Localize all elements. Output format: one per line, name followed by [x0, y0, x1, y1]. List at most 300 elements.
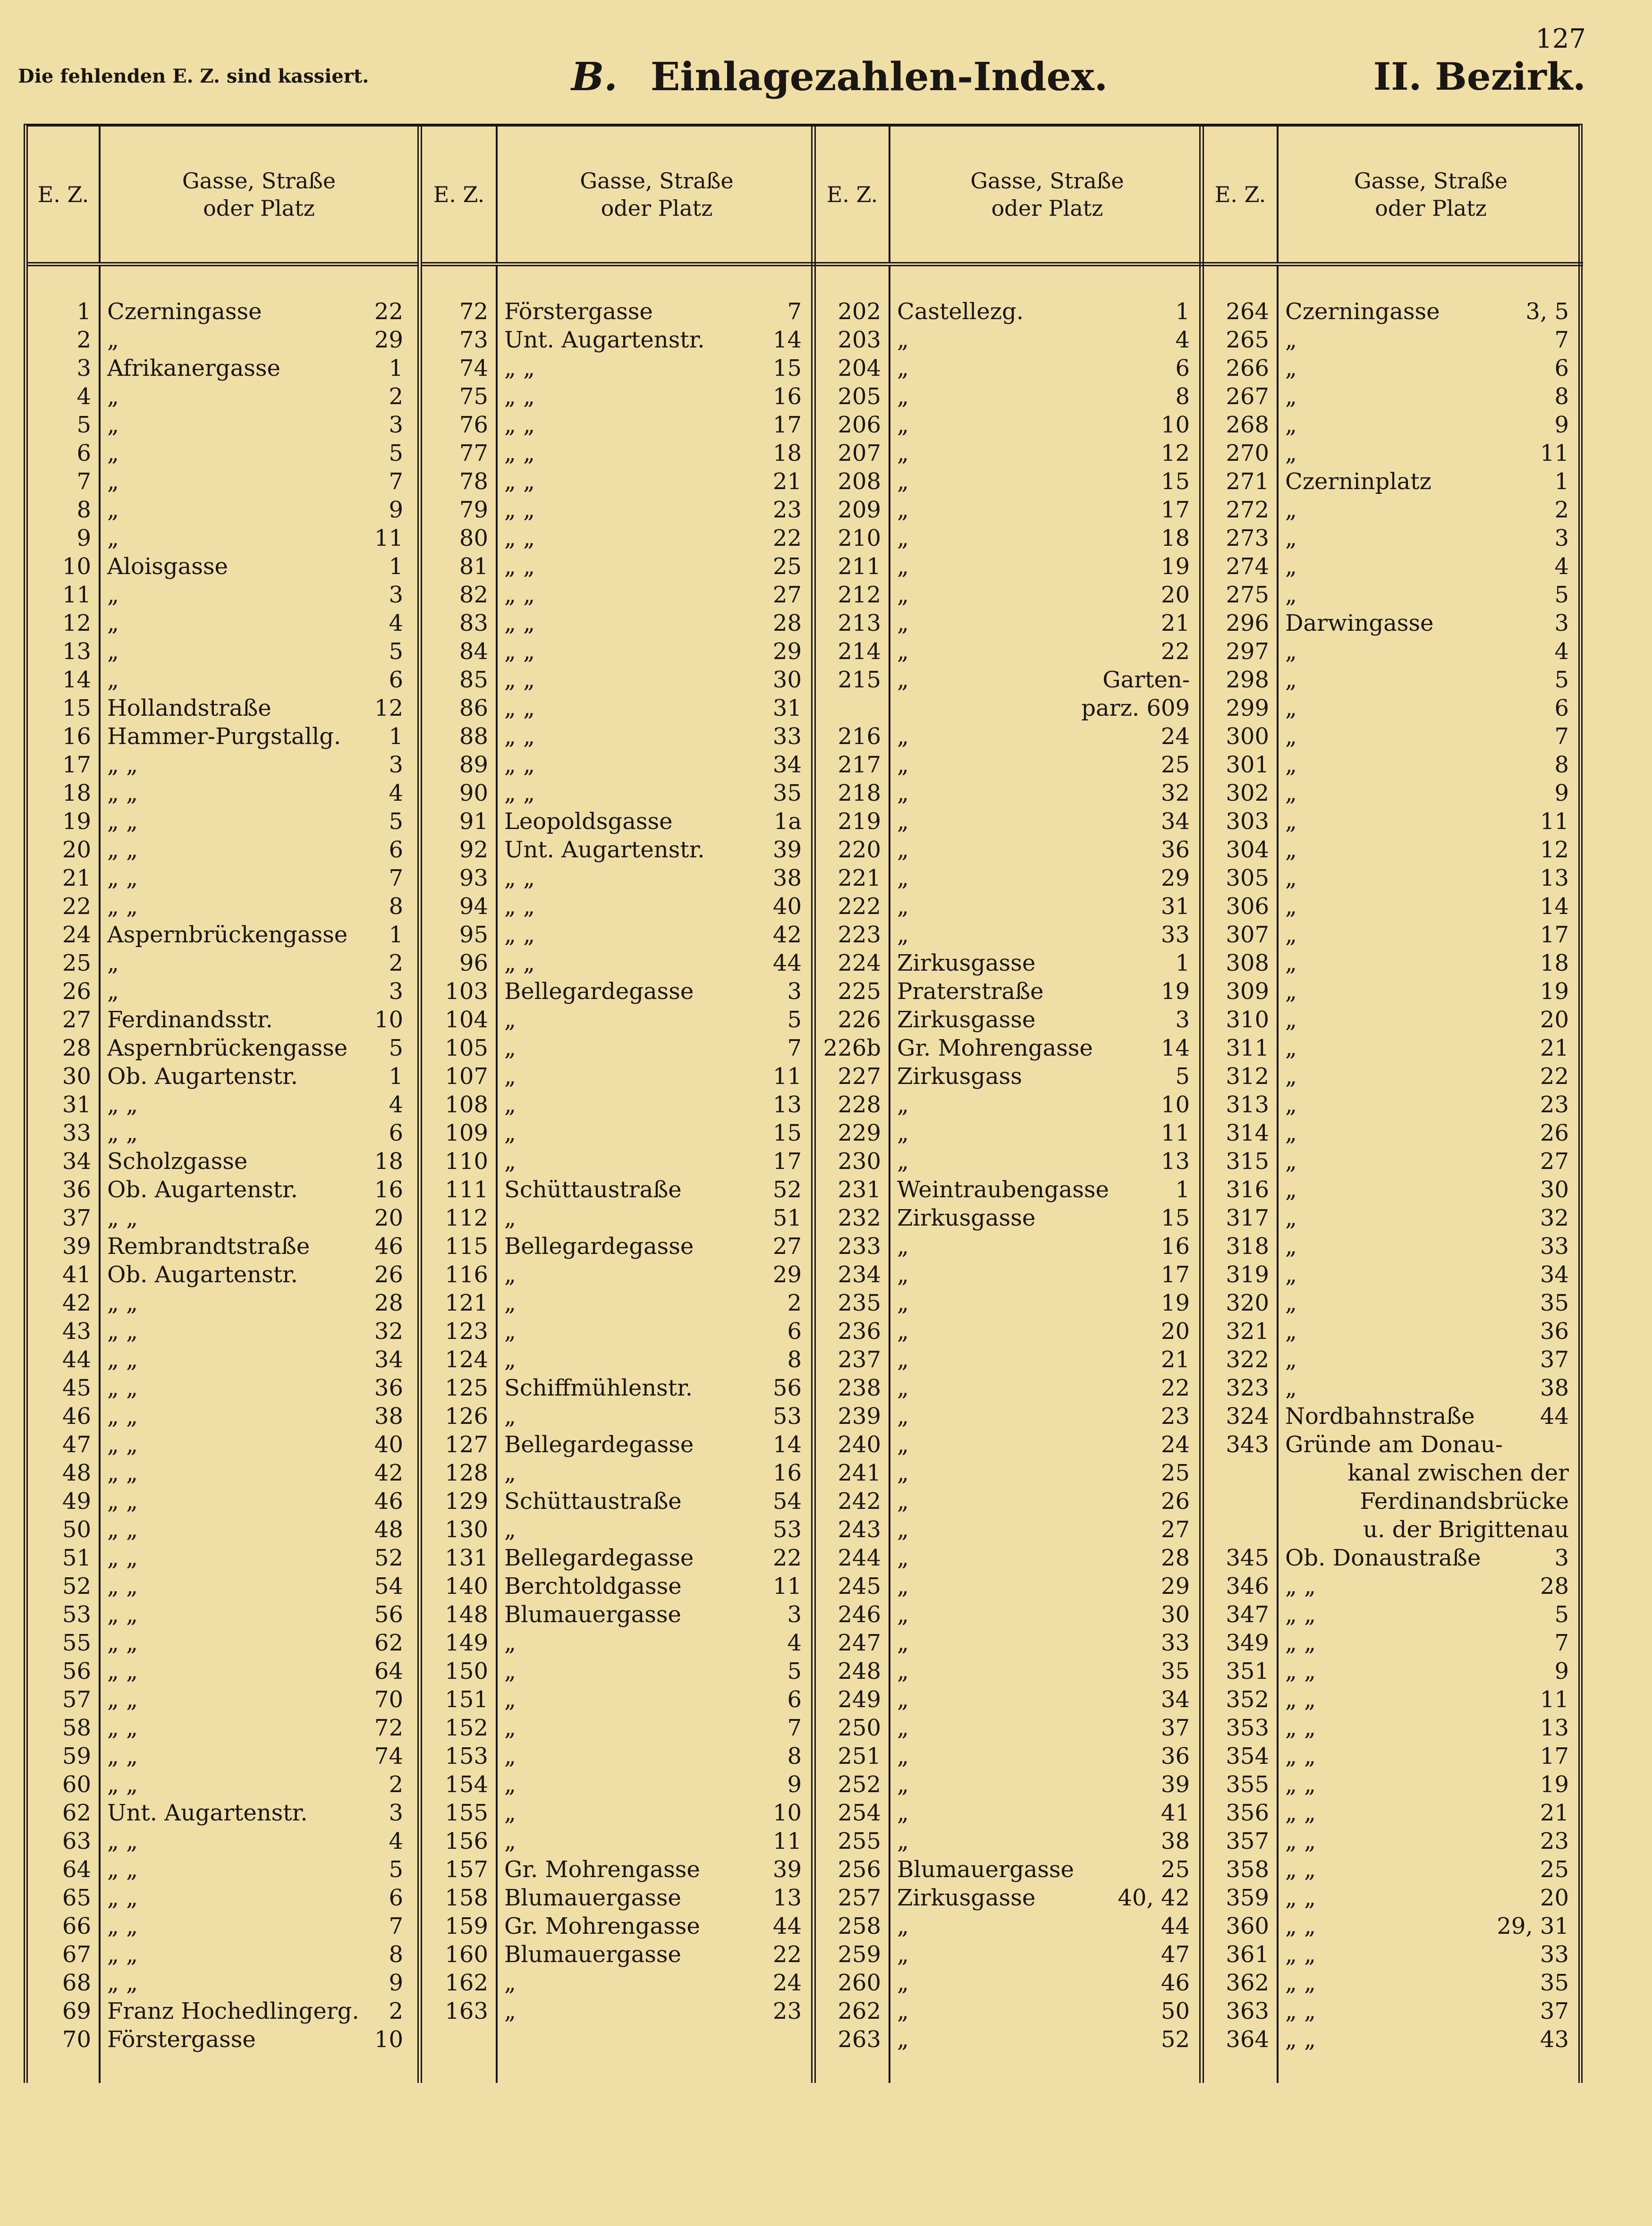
ez-number: 65: [62, 1885, 91, 1911]
street-name: „: [504, 1205, 516, 1231]
table-row: [816, 892, 1204, 921]
table-row: [422, 1232, 816, 1261]
table-row: [28, 1176, 417, 1204]
table-row: [816, 467, 1204, 496]
street-name: „ „: [107, 1743, 138, 1769]
house-number: 6: [389, 837, 403, 863]
house-number: 27: [1540, 1148, 1569, 1175]
table-row: [28, 297, 417, 326]
table-row: [28, 1346, 417, 1374]
ez-number: 217: [838, 752, 881, 778]
ez-number: 84: [459, 638, 488, 665]
house-number: 44: [1161, 1913, 1190, 1939]
house-number: 56: [374, 1601, 403, 1628]
street-name: „: [107, 610, 119, 636]
ez-number: 312: [1226, 1063, 1269, 1090]
house-number: 12: [374, 695, 403, 721]
table-row: [28, 1799, 417, 1827]
ez-number: 163: [445, 1998, 488, 2024]
house-number: 35: [1161, 1658, 1190, 1684]
table-row: [816, 1147, 1204, 1176]
street-name: Gr. Mohrengasse: [504, 1856, 700, 1883]
house-number: u. der Brigittenau: [1363, 1516, 1569, 1543]
table-row: [28, 1091, 417, 1119]
ez-number: 34: [62, 1148, 91, 1175]
ez-number: 111: [445, 1176, 488, 1203]
ez-number: 155: [445, 1800, 488, 1826]
street-name: „: [897, 1431, 909, 1458]
ez-number: 14: [62, 667, 91, 693]
ez-number: 60: [62, 1771, 91, 1798]
ez-number: 221: [838, 865, 881, 891]
table-row: [422, 1374, 816, 1402]
house-number: 21: [1540, 1035, 1569, 1061]
ez-number: 115: [445, 1233, 488, 1260]
ez-number: 355: [1226, 1771, 1269, 1798]
street-name: Blumauergasse: [897, 1856, 1074, 1883]
ez-number: 301: [1226, 752, 1269, 778]
street-name: Scholzgasse: [107, 1148, 248, 1175]
ez-number: 238: [838, 1375, 881, 1401]
table-row: [422, 1176, 816, 1204]
ez-number: 225: [838, 978, 881, 1005]
table-row: [816, 1884, 1204, 1912]
street-name: „: [1285, 893, 1297, 920]
street-name: „ „: [504, 440, 535, 466]
street-name: „ „: [504, 922, 535, 948]
table-row: [28, 1544, 417, 1572]
street-name: „: [1285, 1233, 1297, 1260]
table-row: [422, 949, 816, 977]
table-row: [816, 1006, 1204, 1034]
column-header-row: [1204, 127, 1583, 266]
ez-number: 358: [1226, 1856, 1269, 1883]
house-number: 74: [374, 1743, 403, 1769]
street-header-line2: oder Platz: [203, 195, 315, 221]
street-name: „: [897, 1715, 909, 1741]
ez-number: 58: [62, 1715, 91, 1741]
table-row: [422, 1799, 816, 1827]
ez-number: 252: [838, 1771, 881, 1798]
street-name: „ „: [1285, 1686, 1316, 1713]
street-name: Czerningasse: [107, 298, 262, 325]
street-name: „: [897, 525, 909, 551]
street-name: „: [1285, 950, 1297, 976]
ez-number: 266: [1226, 355, 1269, 381]
house-number: 29: [1161, 1573, 1190, 1600]
table-row: [422, 1487, 816, 1515]
table-row: [28, 1317, 417, 1346]
house-number: 28: [1540, 1573, 1569, 1600]
table-row: [816, 1572, 1204, 1600]
house-number: 40, 42: [1118, 1885, 1190, 1911]
house-number: 18: [772, 440, 802, 466]
house-number: 22: [1540, 1063, 1569, 1090]
ez-number: 74: [459, 355, 488, 381]
street-name: „ „: [107, 1601, 138, 1628]
ez-number: 91: [459, 808, 488, 835]
ez-number: 345: [1226, 1545, 1269, 1571]
table-row: [28, 1261, 417, 1289]
house-number: 30: [1540, 1176, 1569, 1203]
table-row: [422, 694, 816, 722]
ez-number: 206: [838, 412, 881, 438]
street-name: „: [107, 497, 119, 523]
house-number: 20: [1161, 1318, 1190, 1345]
house-number: 41: [1161, 1800, 1190, 1826]
table-row: [28, 1572, 417, 1600]
street-name: Darwingasse: [1285, 610, 1434, 636]
street-name: „: [1285, 525, 1297, 551]
ez-number: 9: [76, 525, 91, 551]
table-row: [28, 354, 417, 382]
house-number: 26: [1161, 1488, 1190, 1515]
table-row: [422, 609, 816, 637]
ez-number: 214: [838, 638, 881, 665]
house-number: 3: [1554, 1545, 1569, 1571]
table-row: [28, 1515, 417, 1544]
table-row: [816, 1855, 1204, 1884]
street-name: „ „: [107, 1318, 138, 1345]
ez-number: 108: [445, 1092, 488, 1118]
ez-number: 159: [445, 1913, 488, 1939]
table-row: [816, 1062, 1204, 1091]
table-row: [28, 1374, 417, 1402]
street-name: „ „: [1285, 1913, 1316, 1939]
house-number: 28: [1161, 1545, 1190, 1571]
ez-number: 229: [838, 1120, 881, 1146]
ez-number: 33: [62, 1120, 91, 1146]
table-row: [816, 2025, 1204, 2054]
ez-number: 213: [838, 610, 881, 636]
table-row: [1204, 836, 1583, 864]
street-name: „ „: [504, 667, 535, 693]
table-row: [422, 1742, 816, 1770]
table-row: [422, 1515, 816, 1544]
house-number: 24: [772, 1970, 802, 1996]
table-row: [422, 1912, 816, 1940]
street-name: Unt. Augartenstr.: [504, 837, 705, 863]
ez-number: 127: [445, 1431, 488, 1458]
street-name: „: [1285, 412, 1297, 438]
ez-column-header: E. Z.: [1204, 127, 1279, 262]
street-name: „: [897, 865, 909, 891]
table-row: [422, 1261, 816, 1289]
table-row: [1204, 1034, 1583, 1062]
ez-number: 19: [62, 808, 91, 835]
street-name: „ „: [107, 1545, 138, 1571]
ez-number: 12: [62, 610, 91, 636]
table-row: [28, 1685, 417, 1714]
ez-number: 55: [62, 1630, 91, 1656]
house-number: 17: [1540, 1743, 1569, 1769]
table-row: [816, 836, 1204, 864]
ez-number: 222: [838, 893, 881, 920]
table-row: [28, 921, 417, 949]
table-row: [422, 1969, 816, 1997]
street-name: „: [897, 1318, 909, 1345]
house-number: 11: [1161, 1120, 1190, 1146]
street-name: „ „: [504, 950, 535, 976]
table-row: [1204, 666, 1583, 694]
house-number: 16: [772, 1460, 802, 1486]
house-number: 19: [1161, 1290, 1190, 1316]
house-number: 16: [374, 1176, 403, 1203]
house-number: 39: [1161, 1771, 1190, 1798]
table-row: [1204, 326, 1583, 354]
house-number: 19: [1161, 978, 1190, 1005]
house-number: 26: [1540, 1120, 1569, 1146]
house-number: 4: [1554, 638, 1569, 665]
ez-number: 246: [838, 1601, 881, 1628]
ez-number: 204: [838, 355, 881, 381]
ez-number: 343: [1226, 1431, 1269, 1458]
street-name: „: [897, 610, 909, 636]
ez-number: 129: [445, 1488, 488, 1515]
house-number: 8: [787, 1346, 802, 1373]
street-name: „: [897, 553, 909, 580]
street-name: „ „: [107, 1970, 138, 1996]
street-name: „: [1285, 497, 1297, 523]
house-number: kanal zwischen der: [1347, 1460, 1569, 1486]
table-row: [422, 1006, 816, 1034]
house-number: 52: [772, 1176, 802, 1203]
table-row: [816, 1940, 1204, 1969]
street-name: Ob. Augartenstr.: [107, 1261, 298, 1288]
house-number: 34: [1161, 1686, 1190, 1713]
street-name: „: [897, 412, 909, 438]
ez-number: 24: [62, 922, 91, 948]
street-header-line1: Gasse, Straße: [580, 168, 734, 194]
house-number: 40: [374, 1431, 403, 1458]
table-row: [816, 552, 1204, 581]
ez-number: 243: [838, 1516, 881, 1543]
entry-list: [816, 297, 1204, 2054]
street-header-line1: Gasse, Straße: [1354, 168, 1508, 194]
street-name: „ „: [107, 1488, 138, 1515]
ez-number: 353: [1226, 1715, 1269, 1741]
street-name: Blumauergasse: [504, 1941, 681, 1968]
table-row: [28, 1147, 417, 1176]
street-name: „ „: [1285, 1573, 1316, 1600]
street-name: „: [897, 355, 909, 381]
ez-number: 124: [445, 1346, 488, 1373]
table-row: [1204, 1374, 1583, 1402]
table-row: [422, 637, 816, 666]
ez-number: 305: [1226, 865, 1269, 891]
street-name: „: [504, 1063, 516, 1090]
house-number: 11: [772, 1573, 802, 1600]
table-row: [1204, 1515, 1583, 1544]
street-column-header: [101, 127, 417, 262]
house-number: 2: [389, 1771, 403, 1798]
house-number: 62: [374, 1630, 403, 1656]
ez-number: 240: [838, 1431, 881, 1458]
house-number: 6: [1175, 355, 1190, 381]
ez-number: 258: [838, 1913, 881, 1939]
ez-number: 314: [1226, 1120, 1269, 1146]
house-number: 5: [389, 1856, 403, 1883]
ez-number: 63: [62, 1828, 91, 1854]
house-number: 52: [374, 1545, 403, 1571]
house-number: 4: [389, 780, 403, 806]
ez-number: 324: [1226, 1403, 1269, 1430]
table-row: [816, 1742, 1204, 1770]
house-number: 15: [772, 355, 802, 381]
street-name: Gr. Mohrengasse: [897, 1035, 1093, 1061]
house-number: 13: [1540, 865, 1569, 891]
house-number: 19: [1540, 1771, 1569, 1798]
house-number: 40: [772, 893, 802, 920]
ez-number: 103: [445, 978, 488, 1005]
street-name: „ „: [107, 1375, 138, 1401]
ez-number: 354: [1226, 1743, 1269, 1769]
street-header-line1: Gasse, Straße: [182, 168, 336, 194]
table-row: [1204, 1629, 1583, 1657]
ez-number: 210: [838, 525, 881, 551]
ez-column-header: E. Z.: [816, 127, 890, 262]
house-number: 27: [772, 1233, 802, 1260]
street-name: Zirkusgass: [897, 1063, 1022, 1090]
house-number: 18: [1540, 950, 1569, 976]
ez-number: 109: [445, 1120, 488, 1146]
house-number: 9: [1554, 780, 1569, 806]
house-number: 9: [1554, 1658, 1569, 1684]
street-name: „ „: [1285, 1715, 1316, 1741]
house-number: 26: [374, 1261, 403, 1288]
house-number: 39: [772, 1856, 802, 1883]
header-note: Die fehlenden E. Z. sind kassiert.: [18, 65, 369, 87]
street-header-line2: oder Platz: [1375, 195, 1487, 221]
house-number: 16: [772, 383, 802, 410]
street-name: Leopoldsgasse: [504, 808, 673, 835]
ez-number: 231: [838, 1176, 881, 1203]
street-name: „: [1285, 553, 1297, 580]
table-row: [1204, 1402, 1583, 1430]
street-name: „: [1285, 638, 1297, 665]
table-row: [422, 1544, 816, 1572]
table-row: [1204, 609, 1583, 637]
table-row: [422, 1204, 816, 1232]
table-row: [28, 751, 417, 779]
street-name: „ „: [1285, 1800, 1316, 1826]
ez-number: 13: [62, 638, 91, 665]
house-number: 1: [1554, 468, 1569, 495]
house-number: 6: [1554, 695, 1569, 721]
table-row: [816, 297, 1204, 326]
street-name: „: [1285, 327, 1297, 353]
ez-number: 235: [838, 1290, 881, 1316]
street-name: „ „: [107, 1092, 138, 1118]
house-number: 5: [389, 638, 403, 665]
street-name: „: [1285, 1035, 1297, 1061]
house-number: 15: [772, 1120, 802, 1146]
house-number: 44: [1540, 1403, 1569, 1430]
index-table: [24, 124, 1583, 2083]
entry-list: [28, 297, 417, 2054]
street-name: „: [897, 2026, 909, 2053]
ez-number: 45: [62, 1375, 91, 1401]
house-number: 31: [1161, 893, 1190, 920]
ez-number: 212: [838, 582, 881, 608]
house-number: 3: [389, 412, 403, 438]
house-number: 1: [1175, 1176, 1190, 1203]
ez-number: 15: [62, 695, 91, 721]
house-number: 3: [1554, 610, 1569, 636]
ez-number: 123: [445, 1318, 488, 1345]
ez-number: 64: [62, 1856, 91, 1883]
ez-number: 205: [838, 383, 881, 410]
table-row: [422, 354, 816, 382]
street-name: „ „: [107, 1205, 138, 1231]
street-name: „: [897, 1261, 909, 1288]
street-name: „ „: [107, 1715, 138, 1741]
house-number: 5: [389, 440, 403, 466]
ez-number: 273: [1226, 525, 1269, 551]
house-number: 6: [787, 1686, 802, 1713]
street-name: „: [897, 468, 909, 495]
ez-number: 59: [62, 1743, 91, 1769]
street-name: „: [504, 1007, 516, 1033]
ez-number: 226b: [823, 1035, 881, 1061]
table-row: [28, 1912, 417, 1940]
street-name: Förstergasse: [107, 2026, 256, 2053]
street-name: „: [897, 1630, 909, 1656]
ez-number: 140: [445, 1573, 488, 1600]
table-row: [422, 382, 816, 411]
ez-number: 255: [838, 1828, 881, 1854]
house-number: 8: [1554, 752, 1569, 778]
ez-number: 105: [445, 1035, 488, 1061]
table-row: [422, 467, 816, 496]
table-row: [28, 722, 417, 751]
ez-number: 51: [62, 1545, 91, 1571]
ez-number: 10: [62, 553, 91, 580]
house-number: 11: [1540, 440, 1569, 466]
house-number: 4: [389, 610, 403, 636]
table-row: [422, 1714, 816, 1742]
ez-number: 230: [838, 1148, 881, 1175]
street-name: „ „: [1285, 2026, 1316, 2053]
house-number: 7: [787, 1715, 802, 1741]
ez-number: 268: [1226, 412, 1269, 438]
street-name: „: [897, 808, 909, 835]
table-row: [28, 1657, 417, 1685]
street-name: „: [897, 1290, 909, 1316]
house-number: 3: [389, 752, 403, 778]
table-row: [422, 496, 816, 524]
table-row: [28, 382, 417, 411]
house-number: 32: [1161, 780, 1190, 806]
house-number: 25: [1161, 752, 1190, 778]
table-row: [422, 411, 816, 439]
street-header-line2: oder Platz: [601, 195, 713, 221]
page-number: 127: [1535, 24, 1586, 54]
street-name: Schiffmühlenstr.: [504, 1375, 693, 1401]
street-name: „: [504, 1970, 516, 1996]
street-name: „ „: [107, 1856, 138, 1883]
table-row: [28, 1629, 417, 1657]
street-name: „ „: [107, 837, 138, 863]
table-row: [816, 1119, 1204, 1147]
table-row: [28, 467, 417, 496]
house-number: 1: [389, 553, 403, 580]
street-name: „ „: [504, 582, 535, 608]
house-number: 22: [1161, 1375, 1190, 1401]
house-number: 32: [1540, 1205, 1569, 1231]
house-number: 7: [787, 1035, 802, 1061]
house-number: 44: [772, 1913, 802, 1939]
